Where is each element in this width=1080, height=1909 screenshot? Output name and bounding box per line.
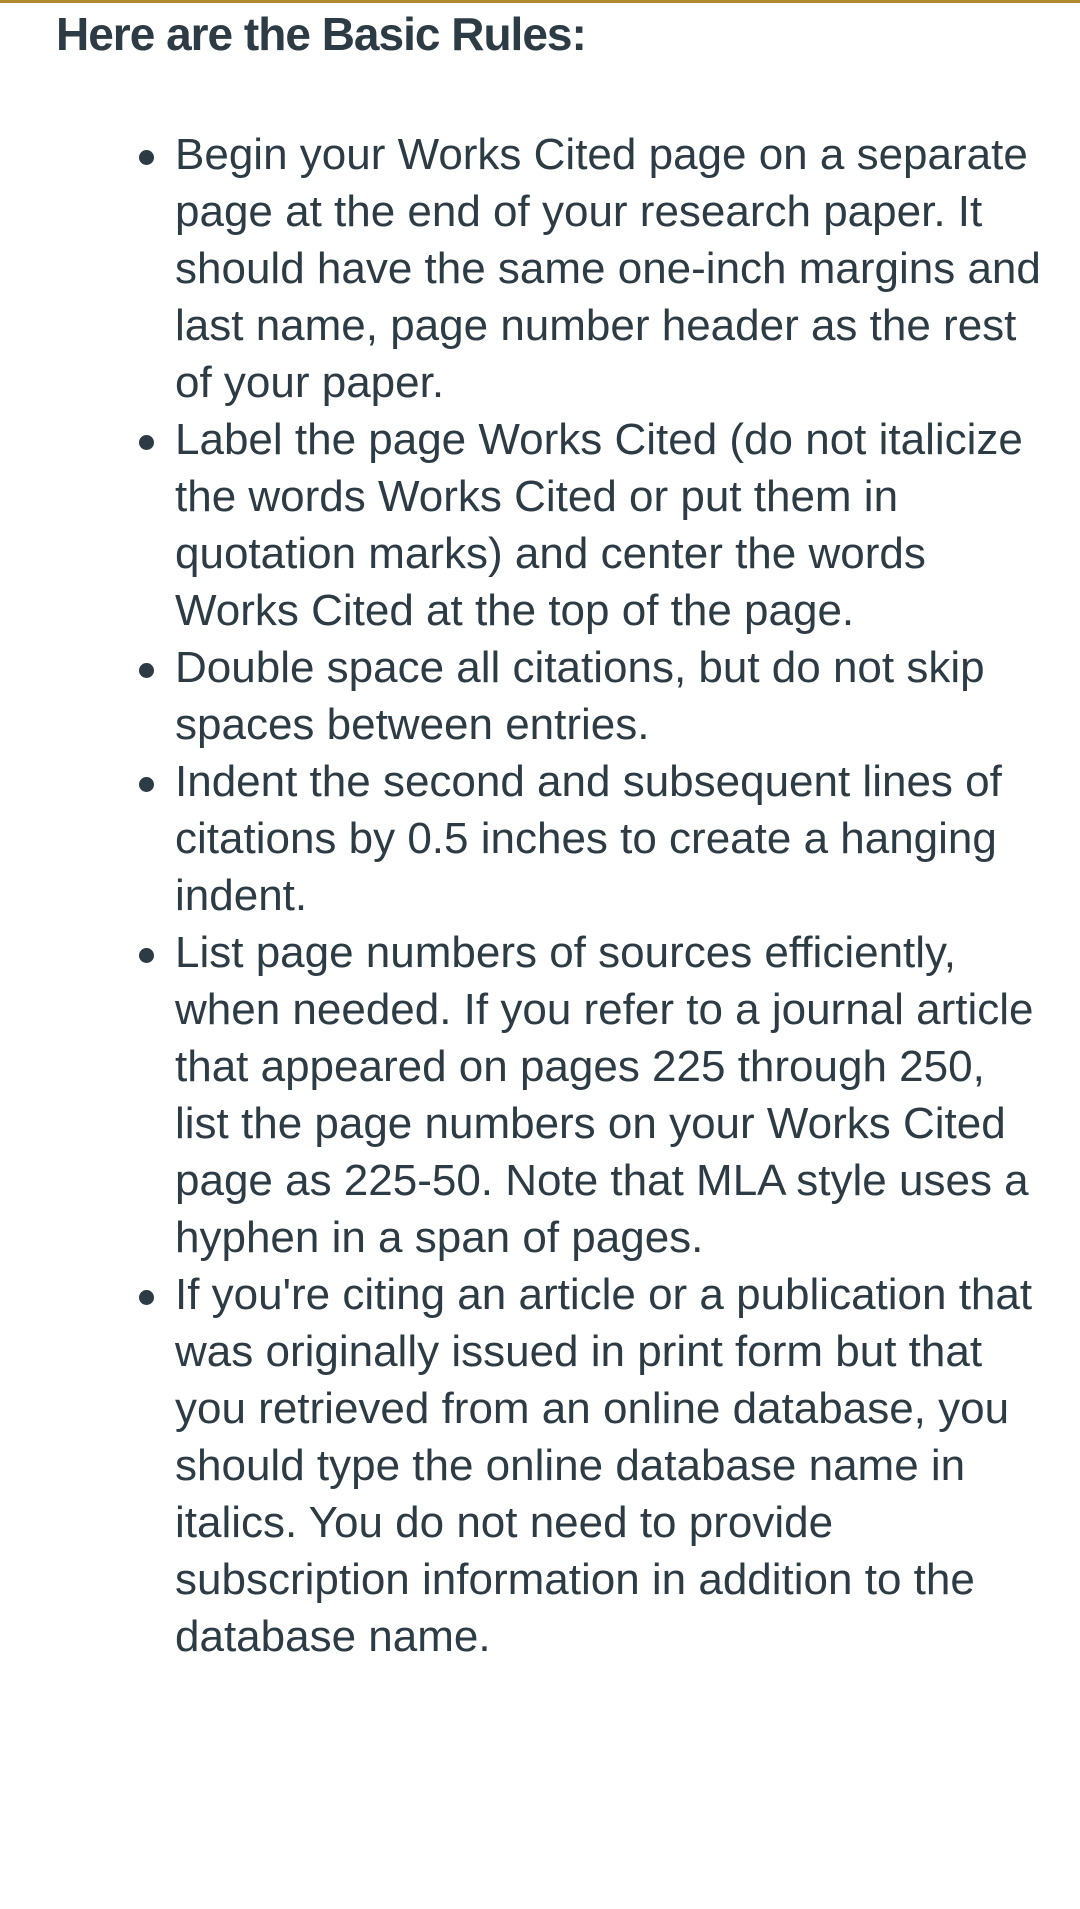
list-item: Indent the second and subsequent lines of citations by 0.5 inches to create a hanging indent. <box>0 753 1080 924</box>
list-item: List page numbers of sources efficiently, when needed. If you refer to a journal article that appeared on pages 225 through 250, list the page numbers on your Works Cited page as 225-50. Note that MLA style uses a hyphen in a span of pages. <box>0 924 1080 1266</box>
list-item: If you're citing an article or a publication that was originally issued in print form but that you retrieved from an online database, you should type the online database name in italics. You do not need to provide subscription information in addition to the database name. <box>0 1266 1080 1665</box>
list-item: Begin your Works Cited page on a separate page at the end of your research paper. It should have the same one-inch margins and last name, page number header as the rest of your paper. <box>0 126 1080 411</box>
list-item: Double space all citations, but do not skip spaces between entries. <box>0 639 1080 753</box>
section-heading: Here are the Basic Rules: <box>56 8 586 60</box>
rules-list <box>0 126 1080 1665</box>
list-item: Label the page Works Cited (do not italicize the words Works Cited or put them in quotation marks) and center the words Works Cited at the top of the page. <box>0 411 1080 639</box>
top-divider <box>0 0 1080 3</box>
